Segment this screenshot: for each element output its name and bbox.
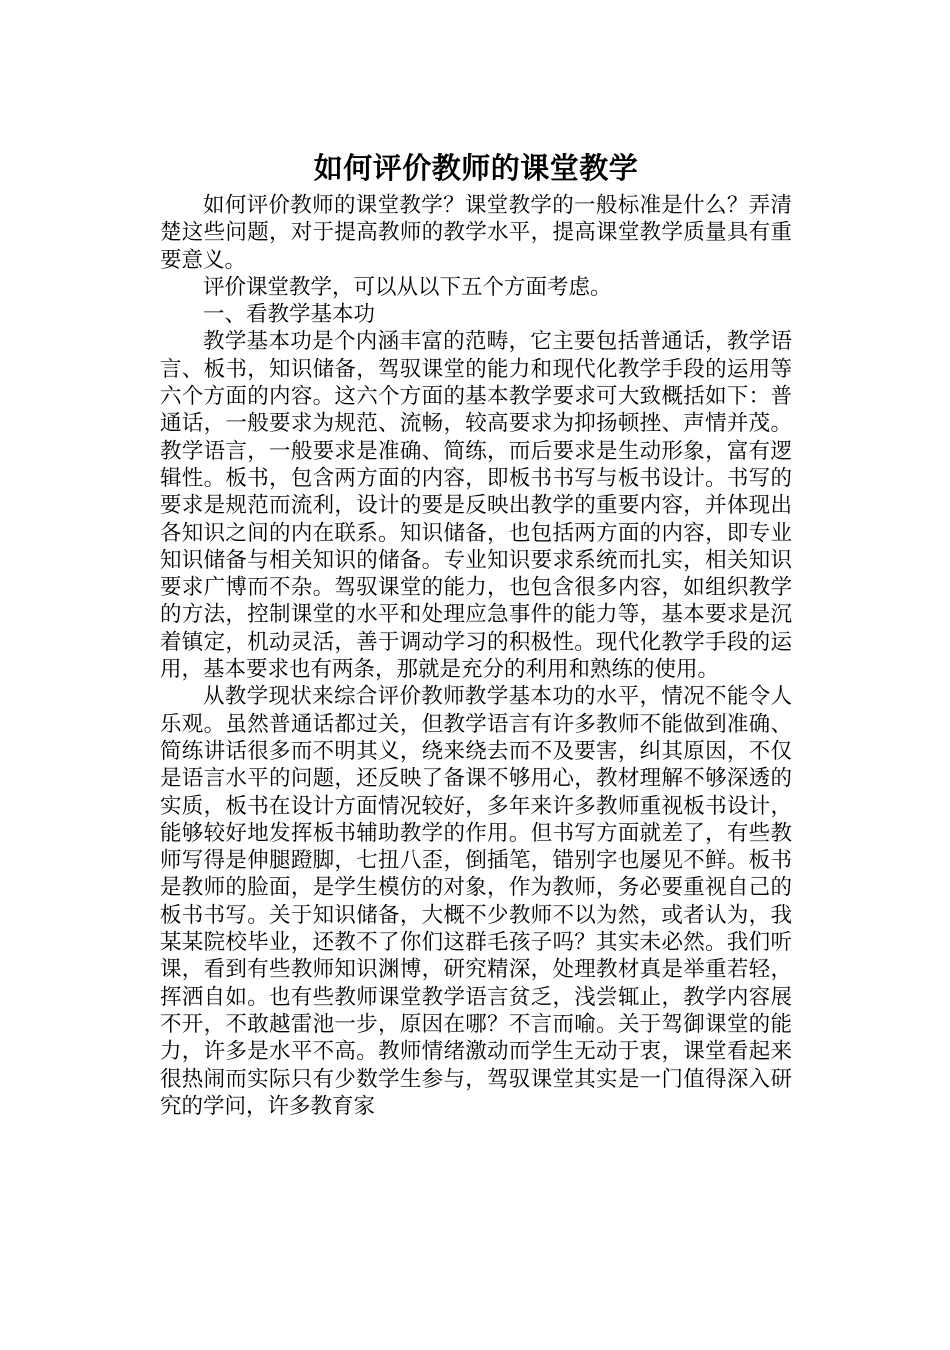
- document-body: [160, 148, 792, 1120]
- document-title: 如何评价教师的课堂教学: [313, 151, 639, 185]
- paragraph-intro: 如何评价教师的课堂教学？课堂教学的一般标准是什么？弄清楚这些问题，对于提高教师的教学水平，提高课堂教学质量具有重要意义。: [160, 193, 792, 273]
- section-heading-basic-skills: 一、看教学基本功: [203, 302, 376, 328]
- paragraph-five-aspects: 评价课堂教学，可以从以下五个方面考虑。: [203, 274, 612, 300]
- paragraph-basic-skills: 教学基本功是个内涵丰富的范畴，它主要包括普通话，教学语言、板书，知识储备，驾驭课堂的能力和现代化教学手段的运用等六个方面的内容。这六个方面的基本教学要求可大致概括如下：普通话，一般要求为规范、流畅，较高要求为抑扬顿挫、声情并茂。教学语言，一般要求是准确、简练，而后要求是生动形象，富有逻辑性。板书，包含两方面的内容，即板书书写与板书设计。书写的要求是规范而流利，设计的要是反映出教学的重要内容，并体现出各知识之间的内在联系。知识储备，也包括两方面的内容，即专业知识储备与相关知识的储备。专业知识要求系统而扎实，相关知识要求广博而不杂。驾驭课堂的能力，也包含很多内容，如组织教学的方法，控制课堂的水平和处理应急事件的能力等，基本要求是沉着镇定，机动灵活，善于调动学习的积极性。现代化教学手段的运用，基本要求也有两条，那就是充分的利用和熟练的使用。: [160, 329, 792, 683]
- paragraph-current-status: 从教学现状来综合评价教师教学基本功的水平，情况不能令人乐观。虽然普通话都过关，但教学语言有许多教师不能做到准确、简练讲话很多而不明其义，绕来绕去而不及要害，纠其原因，不仅是语言水平的问题，还反映了备课不够用心，教材理解不够深透的实质，板书在设计方面情况较好，多年来许多教师重视板书设计，能够较好地发挥板书辅助教学的作用。但书写方面就差了，有些教师写得是伸腿蹬脚，七扭八歪，倒插笔，错别字也屡见不鲜。板书是教师的脸面，是学生模仿的对象，作为教师，务必要重视自己的板书书写。关于知识储备，大概不少教师不以为然，或者认为，我某某院校毕业，还教不了你们这群毛孩子吗？其实未必然。我们听课，看到有些教师知识渊博，研究精深，处理教材真是举重若轻，挥洒自如。也有些教师课堂教学语言贫乏，浅尝辄止，教学内容展不开，不敢越雷池一步，原因在哪？不言而喻。关于驾御课堂的能力，许多是水平不高。教师情绪激动而学生无动于衷，课堂看起来很热闹而实际只有少数学生参与，驾驭课堂其实是一门值得深入研究的学问，许多教育家: [160, 684, 792, 1119]
